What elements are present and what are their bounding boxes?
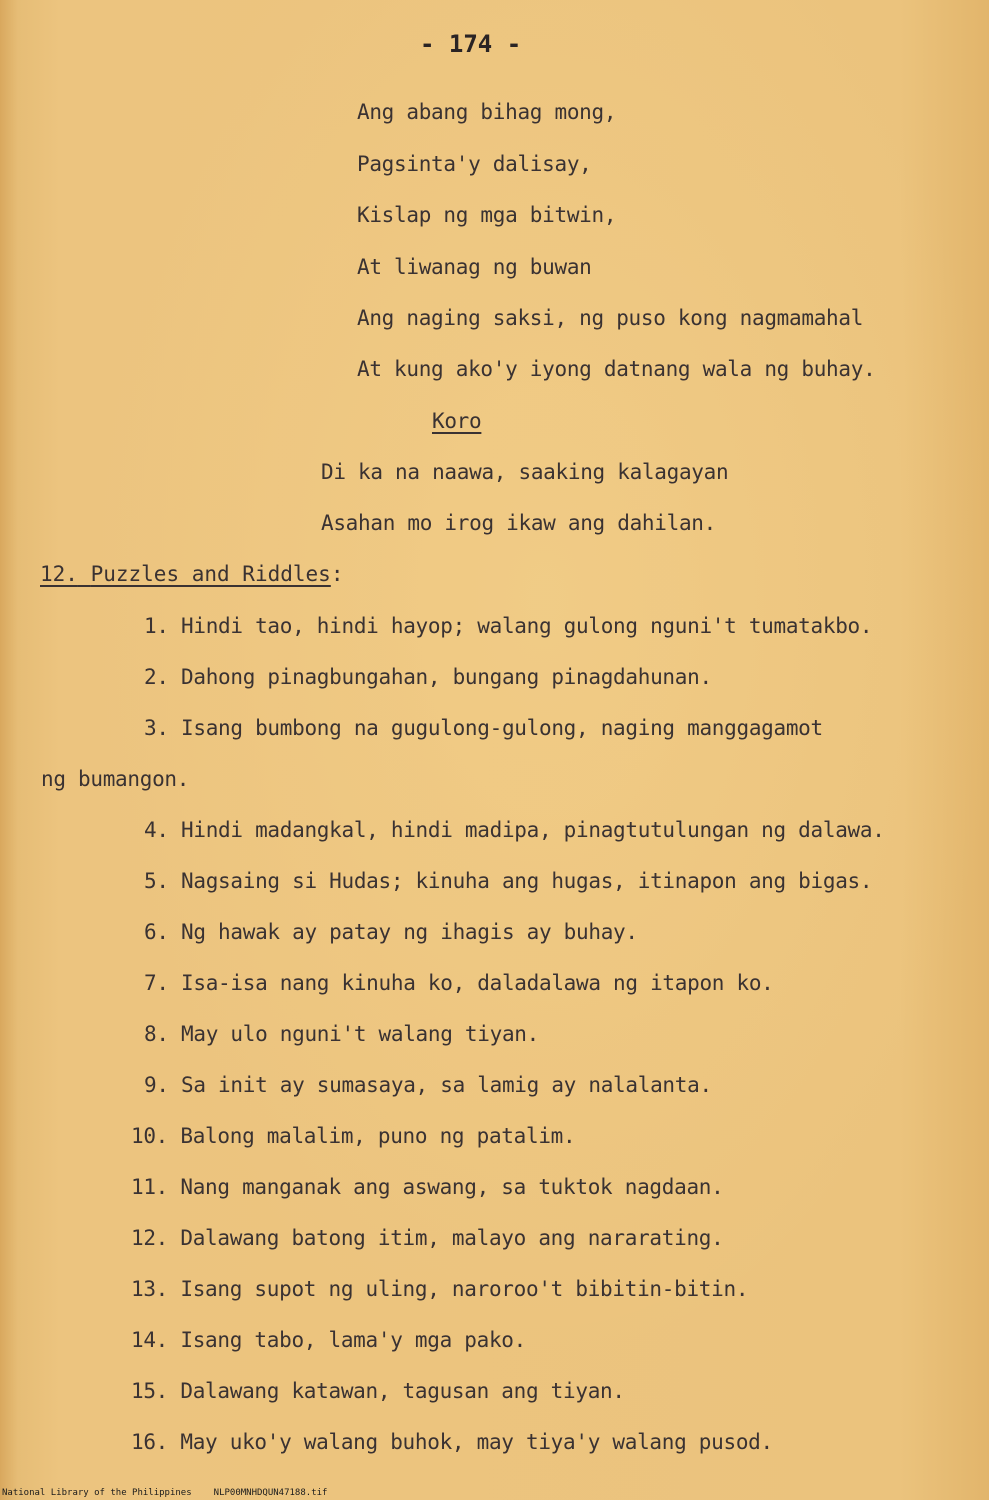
riddle-text: Hindi madangkal, hindi madipa, pinagtutulungan ng dalawa. [181,818,885,842]
riddle-item [131,1276,748,1302]
riddle-text: Isa-isa nang kinuha ko, daladalawa ng itapon ko. [181,971,774,995]
riddle-item [131,1327,526,1353]
riddle-number: 3. [144,716,169,740]
riddle-number: 12. [131,1226,169,1250]
riddle-number: 9. [144,1073,169,1097]
riddle-item [144,1021,539,1047]
riddle-item [131,1378,625,1404]
scan-footer [2,1488,349,1499]
riddle-item [144,919,638,945]
chorus-line: Asahan mo irog ikaw ang dahilan. [321,511,716,535]
footer-file-id: NLP00MNHDQUN47188.tif [213,1488,328,1498]
riddle-item [131,1174,723,1200]
section-number: 12. [40,562,78,586]
riddle-text: Ng hawak ay patay ng ihagis ay buhay. [181,920,638,944]
verse-line: Ang abang bihag mong, [357,100,617,124]
riddle-text: Dahong pinagbungahan, bungang pinagdahunan. [181,665,712,689]
riddle-number: 13. [131,1277,169,1301]
riddle-number: 1. [144,614,169,638]
riddle-item [144,970,774,996]
verse-line: At kung ako'y iyong datnang wala ng buhay. [357,357,876,381]
riddle-number: 5. [144,869,169,893]
riddle-item [131,1429,773,1455]
riddle-item [131,1123,575,1149]
riddle-item [144,817,885,843]
footer-library: National Library of the Philippines [2,1488,192,1498]
riddle-item [144,664,712,690]
riddle-text: Nang manganak ang aswang, sa tuktok nagdaan. [180,1175,724,1199]
riddle-text: Sa init ay sumasaya, sa lamig ay nalalanta. [181,1073,712,1097]
riddle-number: 7. [144,971,169,995]
riddle-number: 15. [131,1379,169,1403]
riddle-number: 16. [131,1430,169,1454]
riddle-text: Isang bumbong na gugulong-gulong, naging manggagamot [181,716,823,740]
riddle-text: Isang tabo, lama'y mga pako. [180,1328,526,1352]
riddle-number: 10. [131,1124,169,1148]
section-colon: : [330,562,344,586]
verse-line: Ang naging saksi, ng puso kong nagmamahal [357,306,864,330]
riddle-text: ng bumangon. [41,767,190,791]
page-number: - 174 - [420,30,522,58]
riddle-number: 6. [144,920,169,944]
riddle-item [131,1225,723,1251]
riddle-text: Nagsaing si Hudas; kinuha ang hugas, itinapon ang bigas. [181,869,873,893]
riddle-item [144,1072,712,1098]
riddle-number: 8. [144,1022,169,1046]
riddle-number: 4. [144,818,169,842]
section-heading [40,562,343,586]
section-title: Puzzles and Riddles [90,562,331,586]
riddle-number: 2. [144,665,169,689]
riddle-text: May ulo nguni't walang tiyan. [181,1022,539,1046]
riddle-text: Isang supot ng uling, naroroo't bibitin-bitin. [180,1277,749,1301]
verse-line: Pagsinta'y dalisay, [357,152,592,176]
riddle-number: 14. [131,1328,169,1352]
riddle-text: Dalawang batong itim, malayo ang nararating. [180,1226,724,1250]
riddle-text: Hindi tao, hindi hayop; walang gulong nguni't tumatakbo. [181,614,873,638]
riddle-continuation [41,766,189,792]
riddle-number: 11. [131,1175,169,1199]
riddle-text: Dalawang katawan, tagusan ang tiyan. [180,1379,625,1403]
riddle-text: May uko'y walang buhok, may tiya'y walang pusod. [180,1430,773,1454]
riddle-item [144,715,823,741]
riddle-item [144,613,872,639]
riddle-text: Balong malalim, puno ng patalim. [180,1124,576,1148]
chorus-line: Di ka na naawa, saaking kalagayan [321,460,729,484]
chorus-title: Koro [432,409,482,433]
riddle-item [144,868,872,894]
verse-line: Kislap ng mga bitwin, [357,203,617,227]
verse-line: At liwanag ng buwan [357,255,592,279]
